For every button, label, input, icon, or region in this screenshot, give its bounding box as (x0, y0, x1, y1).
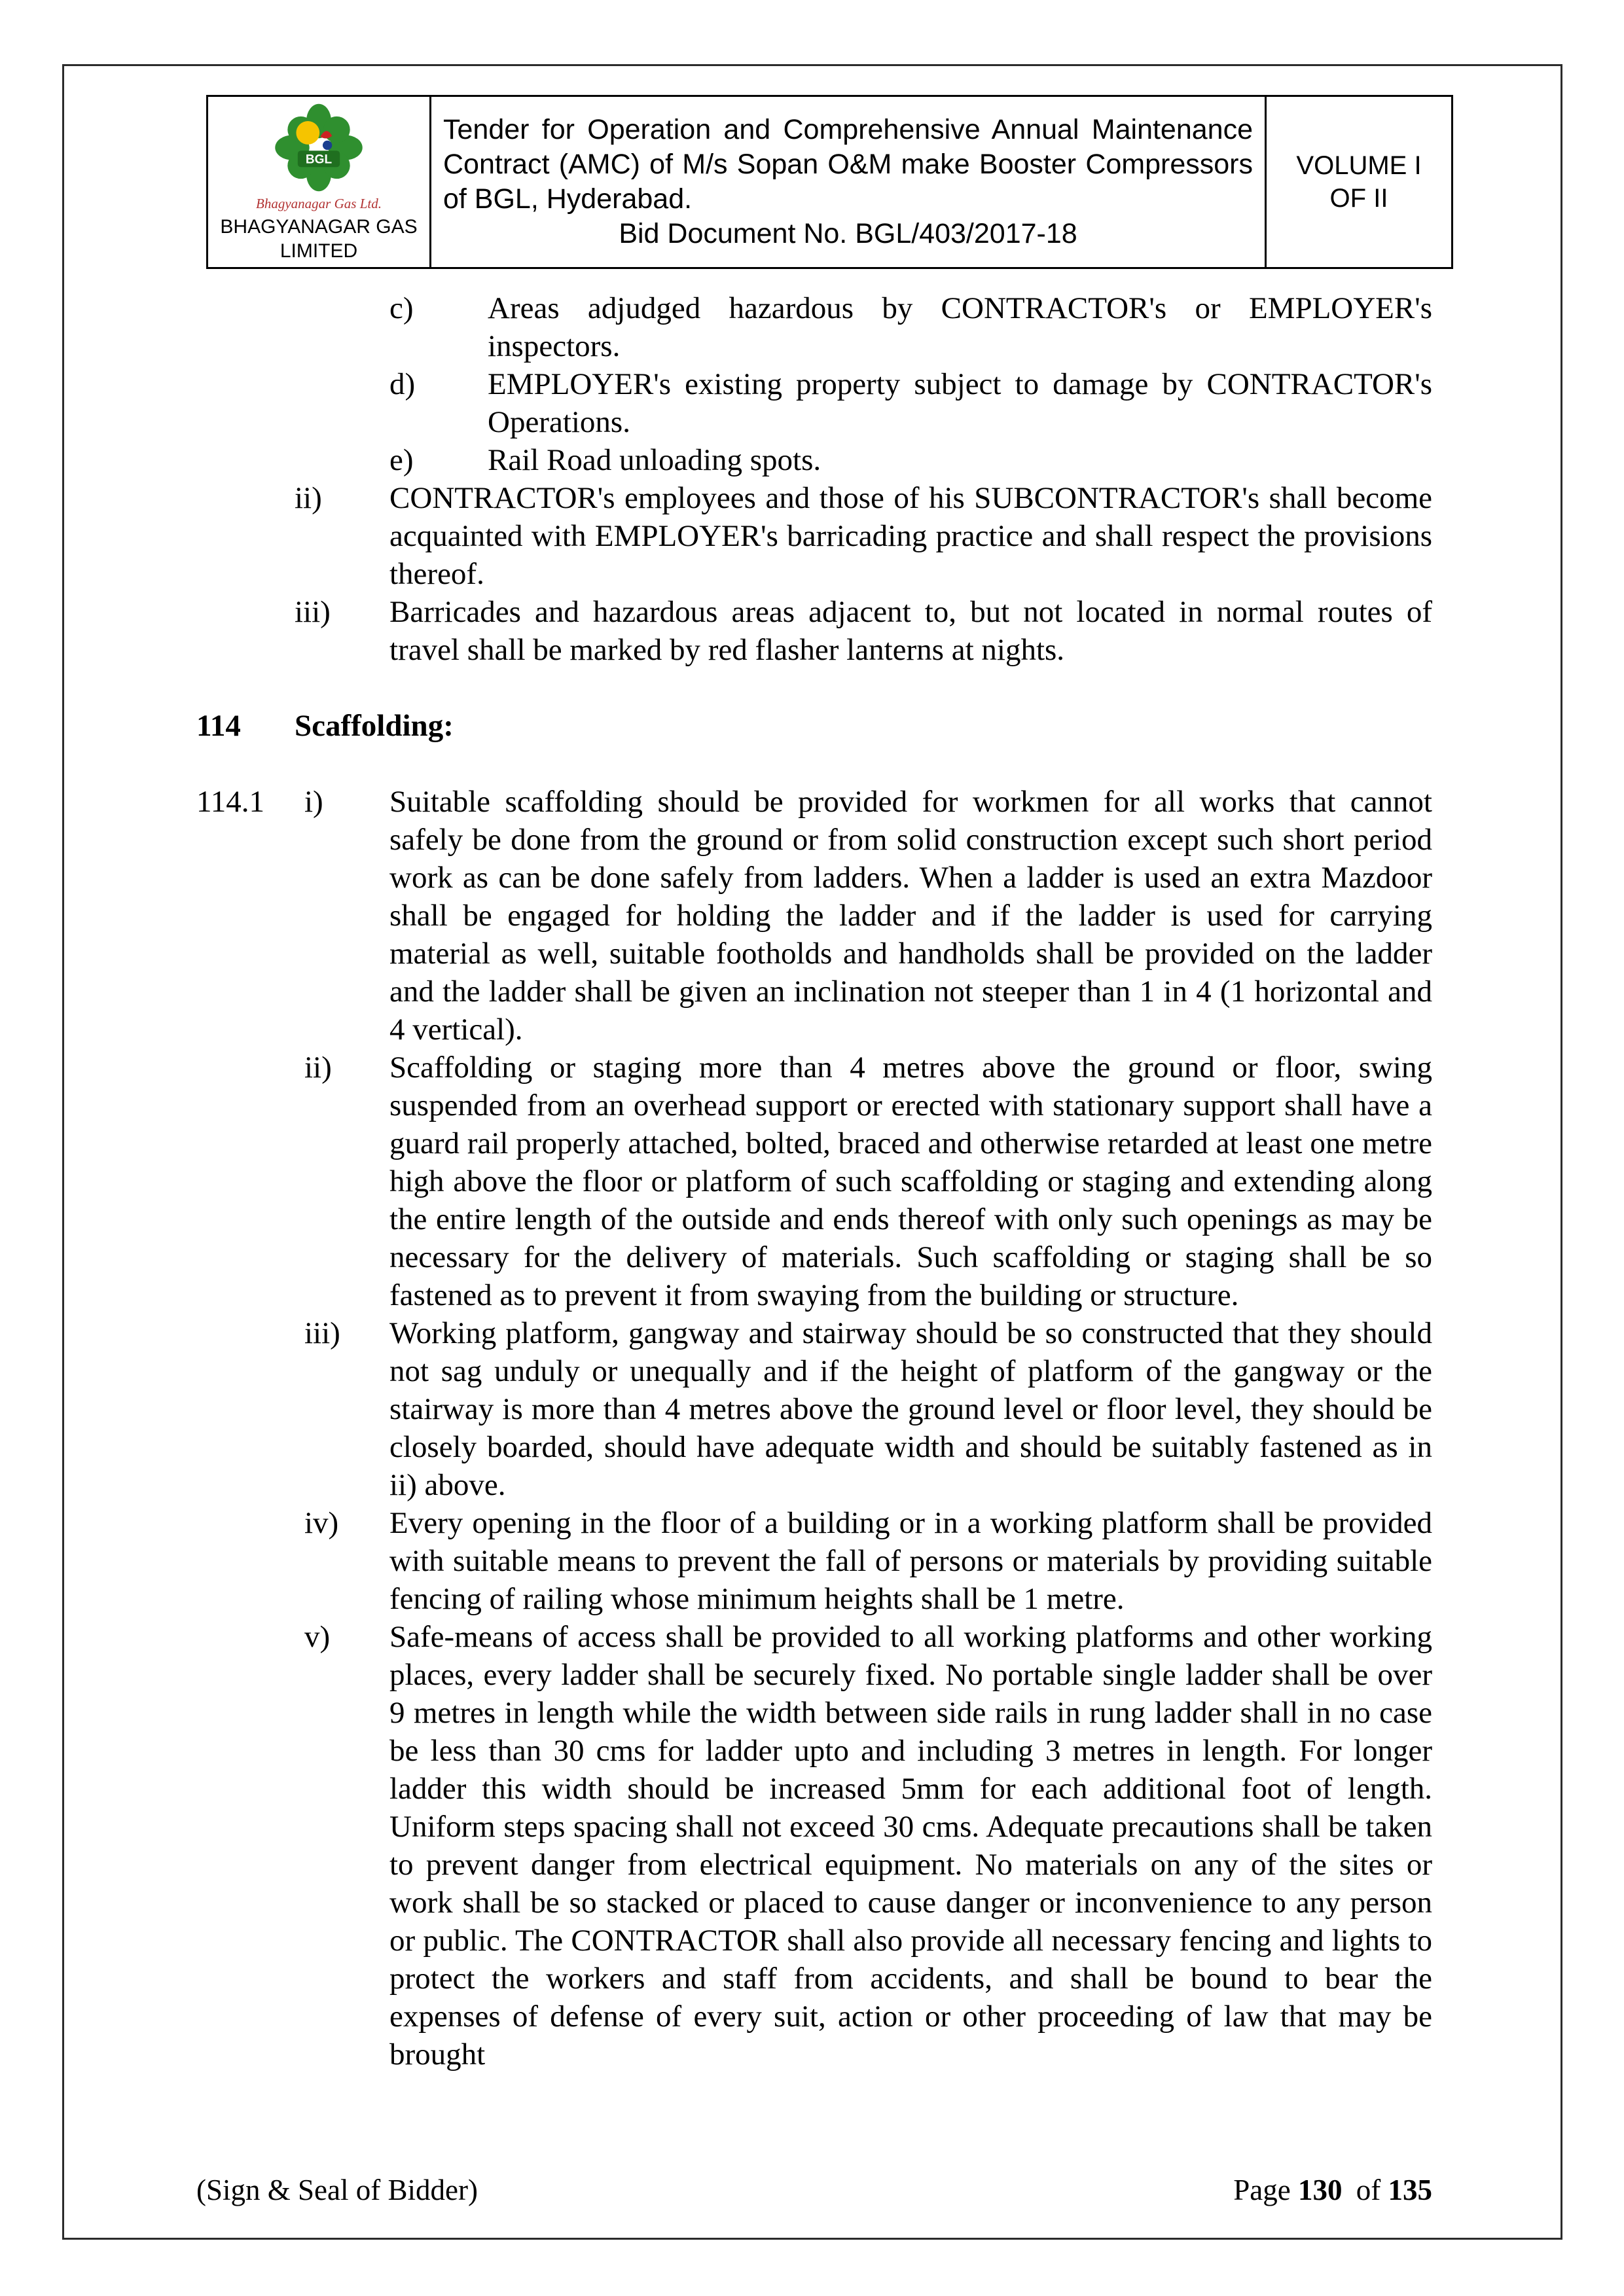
sub-section-number: 114.1 (196, 785, 265, 819)
section-item-ii (196, 1049, 1432, 1314)
org-name-line2: LIMITED (280, 240, 358, 262)
item-label: i) (304, 785, 323, 819)
item-label: ii) (304, 1050, 332, 1085)
item-text: EMPLOYER's existing property subject to damage by CONTRACTOR's Operations. (488, 367, 1432, 439)
section-item-iii (196, 1314, 1432, 1504)
logo-cell (208, 97, 429, 267)
section-heading-114 (196, 707, 1432, 745)
item-label: c) (389, 291, 414, 325)
item-text: Every opening in the floor of a building or in a working platform shall be provided with suitable means to prevent the fall of persons or materials by providing suitable fencing of railing whose minimum heights shall be 1 metre. (389, 1506, 1432, 1616)
item-text: Areas adjudged hazardous by CONTRACTOR's or EMPLOYER's inspectors. (488, 291, 1432, 363)
page-footer (196, 2172, 1432, 2208)
list-item-iii (196, 593, 1432, 669)
list-item-c (196, 289, 1432, 365)
of-label: of (1356, 2174, 1381, 2206)
list-item-ii (196, 479, 1432, 593)
item-text: Rail Road unloading spots. (488, 443, 821, 477)
item-label: d) (389, 367, 416, 401)
item-text: CONTRACTOR's employees and those of his SUBCONTRACTOR's shall become acquainted with EMPLOYER's barricading practice and shall respect the provisions thereof. (389, 481, 1432, 591)
logo-tagline: Bhagyanagar Gas Ltd. (256, 196, 382, 211)
section-number: 114 (196, 709, 241, 743)
volume-cell (1267, 97, 1451, 267)
page-number: 130 (1298, 2174, 1343, 2206)
volume-line2: OF II (1329, 184, 1388, 213)
item-text: Suitable scaffolding should be provided for workmen for all works that cannot safely be done from the ground or from solid construction except such short period work as can be done safely from ladders. When a ladder is used an extra Mazdoor shall be engaged for holding the ladder and if the ladder is used for carrying material as well, suitable footholds and handholds shall be provided on the ladder and the ladder shall be given an inclination not steeper than 1 in 4 (1 horizontal and 4 vertical). (389, 785, 1432, 1047)
section-item-v (196, 1618, 1432, 2073)
item-label: e) (389, 443, 414, 477)
bid-document-number: Bid Document No. BGL/403/2017-18 (619, 218, 1077, 249)
section-title: Scaffolding: (295, 709, 454, 743)
item-text: Safe-means of access shall be provided to all working platforms and other working places, every ladder shall be securely fixed. No portable single ladder shall be over 9 metres in length while the width between side rails in rung ladder shall in no case be less than 30 cms for ladder upto and including 3 metres in length. For longer ladder this width should be increased 5mm for each additional foot of length. Uniform steps spacing shall not exceed 30 cms. Adequate precautions shall be taken to prevent danger from electrical equipment. No materials on any of the sites or work shall be so stacked or placed to cause danger or inconvenience to any person or public. The CONTRACTOR shall also provide all necessary fencing and lights to protect the workers and staff from accidents, and shall be bound to bear the expenses of defense of every suit, action or other proceeding of law that may be brought (389, 1620, 1432, 2072)
logo-sun-icon (296, 121, 319, 145)
page-label: Page (1233, 2174, 1291, 2206)
section-item-i (196, 783, 1432, 1049)
logo-petals (275, 104, 362, 191)
list-item-d (196, 365, 1432, 441)
tender-title: Tender for Operation and Comprehensive Annual Maintenance Contract (AMC) of M/s Sopan O&M make Booster Compressors of BGL, Hyderabad. (443, 114, 1253, 215)
item-label: iii) (304, 1316, 340, 1350)
org-name (220, 215, 417, 263)
section-item-iv (196, 1504, 1432, 1618)
document-body (196, 289, 1432, 2073)
volume-line1: VOLUME I (1296, 151, 1422, 180)
header-table (206, 95, 1453, 269)
org-name-line1: BHAGYANAGAR GAS (220, 216, 418, 238)
list-item-e (196, 441, 1432, 479)
item-text: Working platform, gangway and stairway should be so constructed that they should not sag unduly or unequally and if the height of platform of the gangway or the stairway is more than 4 metres above the ground level or floor level, they should be closely boarded, should have adequate width and should be suitably fastened as in ii) above. (389, 1316, 1432, 1502)
item-label: v) (304, 1620, 331, 1654)
sign-seal-text: (Sign & Seal of Bidder) (196, 2174, 478, 2206)
item-label: iv) (304, 1506, 339, 1540)
item-label: ii) (295, 481, 322, 515)
item-text: Barricades and hazardous areas adjacent to, but not located in normal routes of travel shall be marked by red flasher lanterns at nights. (389, 595, 1432, 667)
item-text: Scaffolding or staging more than 4 metres above the ground or floor, swing suspended from an overhead support or erected with stationary support shall have a guard rail properly attached, bolted, braced and otherwise retarded at least one metre high above the floor or platform of such scaffolding or staging and extending along the entire length of the outside and ends thereof with only such openings as may be necessary for the delivery of materials. Such scaffolding or staging shall be so fastened as to prevent it from swaying from the building or structure. (389, 1050, 1432, 1312)
bgl-logo (270, 101, 367, 194)
item-label: iii) (295, 595, 331, 629)
logo-drop-icon (323, 141, 332, 150)
page-indicator (1233, 2172, 1432, 2208)
page-total: 135 (1388, 2174, 1432, 2206)
title-cell (429, 97, 1267, 267)
logo-monogram: BGL (305, 152, 333, 167)
